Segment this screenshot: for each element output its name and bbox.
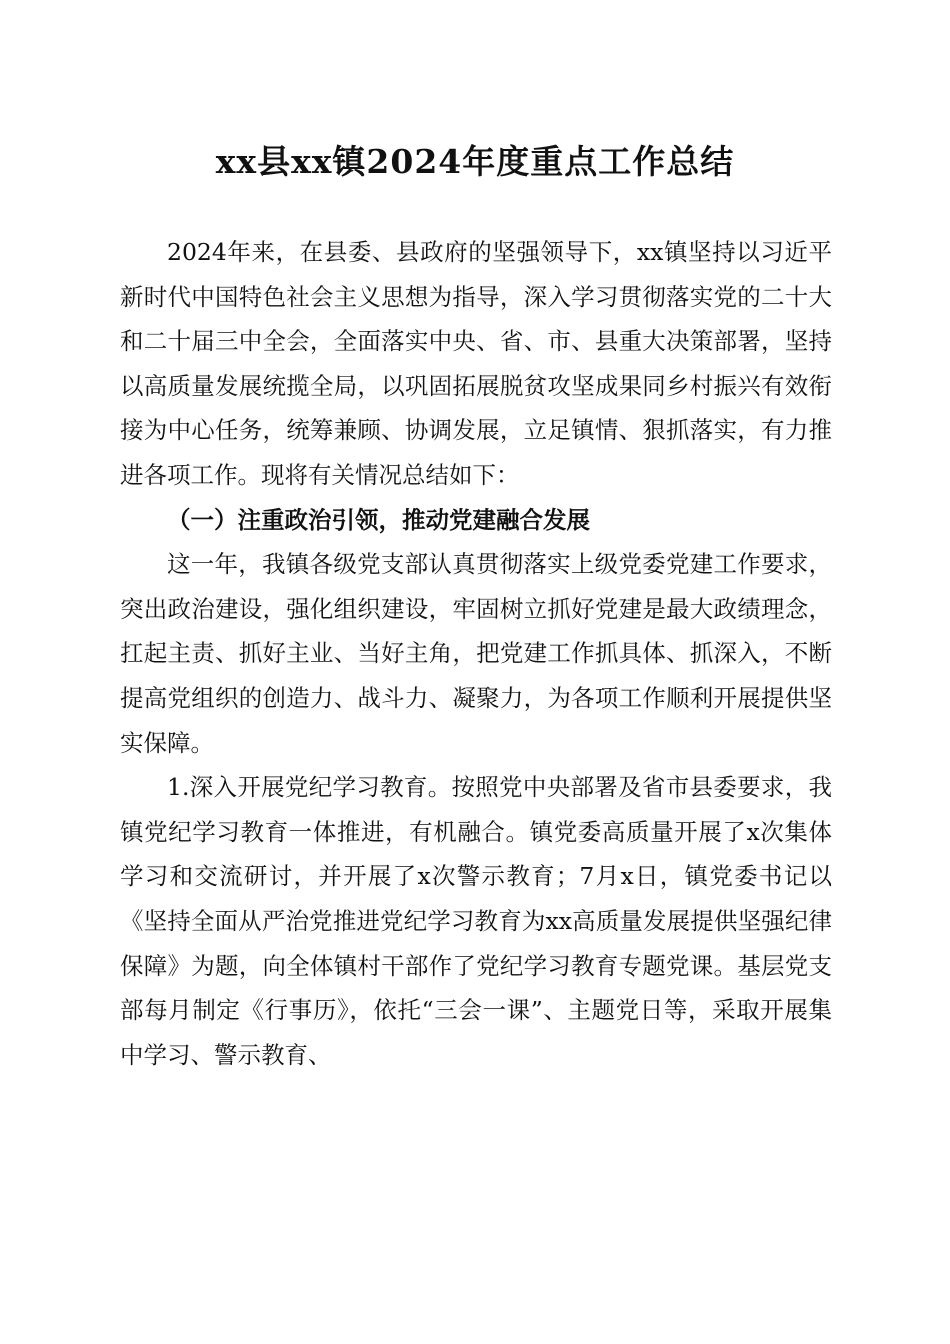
intro-paragraph: 2024年来，在县委、县政府的坚强领导下，xx镇坚持以习近平新时代中国特色社会主义思想为指导，深入学习贯彻落实党的二十大和二十届三中全会，全面落实中央、省、市、县重大决策部署，坚持以高质量发展统揽全局，以巩固拓展脱贫攻坚成果同乡村振兴有效衔接为中心任务，统筹兼顾、协调发展，立足镇情、狠抓落实，有力推进各项工作。现将有关情况总结如下： [120,238,832,489]
document-body [120,230,832,1077]
item-paragraph: 1.深入开展党纪学习教育。按照党中央部署及省市县委要求，我镇党纪学习教育一体推进，有机融合。镇党委高质量开展了x次集体学习和交流研讨，并开展了x次警示教育；7月x日，镇党委书记以《坚持全面从严治党推进党纪学习教育为xx高质量发展提供坚强纪律保障》为题，向全体镇村干部作了党纪学习教育专题党课。基层党支部每月制定《行事历》，依托“三会一课”、主题党日等，采取开展集中学习、警示教育、 [120,773,832,1069]
section-heading: （一）注重政治引领，推动党建融合发展 [167,505,590,534]
section-paragraph: 这一年，我镇各级党支部认真贯彻落实上级党委党建工作要求，突出政治建设，强化组织建设，牢固树立抓好党建是最大政绩理念，扛起主责、抓好主业、当好主角，把党建工作抓具体、抓深入，不断提高党组织的创造力、战斗力、凝聚力，为各项工作顺利开展提供坚实保障。 [120,550,832,757]
document-title: xx县xx镇2024年度重点工作总结 [215,142,735,181]
